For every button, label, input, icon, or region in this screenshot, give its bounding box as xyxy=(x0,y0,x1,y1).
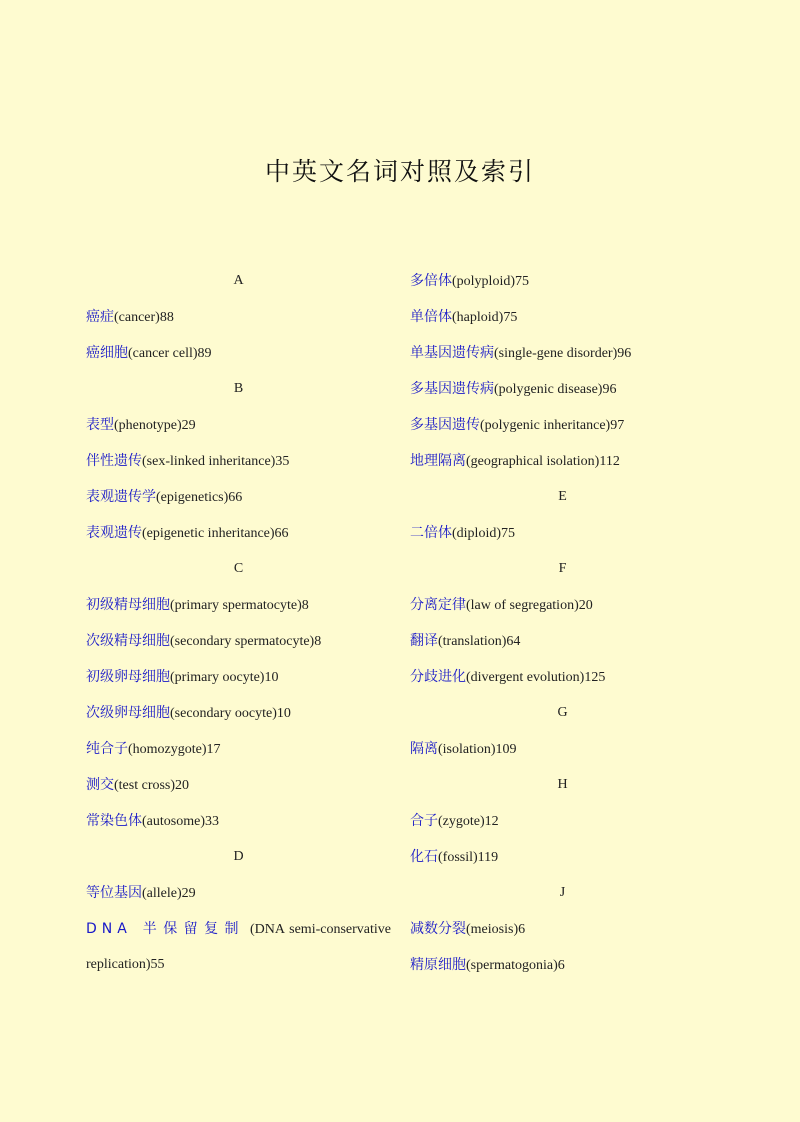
index-entry-chinese: 次级卵母细胞 xyxy=(86,705,170,721)
index-entry xyxy=(410,839,715,875)
index-entry xyxy=(410,659,715,695)
index-entry xyxy=(410,947,715,983)
index-entry xyxy=(86,515,391,551)
index-entry-chinese: 纯合子 xyxy=(86,741,128,757)
index-entry-english: (translation)64 xyxy=(438,634,521,649)
index-entry-chinese: 表观遗传 xyxy=(86,525,142,541)
index-entry xyxy=(86,767,391,803)
index-entry-english: (spermatogonia)6 xyxy=(466,958,565,973)
index-entry-english: (geographical isolation)112 xyxy=(466,454,620,469)
index-entry-english: (epigenetics)66 xyxy=(156,490,243,505)
index-entry-chinese: 表型 xyxy=(86,417,114,433)
index-entry-chinese: 初级精母细胞 xyxy=(86,597,170,613)
index-entry xyxy=(86,479,391,515)
index-entry-chinese: 初级卵母细胞 xyxy=(86,669,170,685)
index-entry xyxy=(410,263,715,299)
index-entry-chinese: 分离定律 xyxy=(410,597,466,613)
index-entry-english: (polygenic disease)96 xyxy=(494,382,617,397)
index-entry-chinese: 地理隔离 xyxy=(410,453,466,469)
index-entry-chinese: 精原细胞 xyxy=(410,957,466,973)
index-entry-english: (epigenetic inheritance)66 xyxy=(142,526,289,541)
index-entry xyxy=(86,875,391,911)
index-entry-chinese: 减数分裂 xyxy=(410,921,466,937)
index-entry xyxy=(410,407,715,443)
index-entry xyxy=(410,803,715,839)
index-entry-english: (diploid)75 xyxy=(452,526,515,541)
index-entry-chinese: 多基因遗传病 xyxy=(410,381,494,397)
index-entry-english: (single-gene disorder)96 xyxy=(494,346,632,361)
index-entry-chinese: 翻译 xyxy=(410,633,438,649)
index-entry-chinese: 合子 xyxy=(410,813,438,829)
index-entry-english: (zygote)12 xyxy=(438,814,499,829)
index-entry xyxy=(86,443,391,479)
index-entry-english: (cancer)88 xyxy=(114,310,174,325)
index-entry xyxy=(410,335,715,371)
index-letter-heading: J xyxy=(559,885,566,900)
index-entry-chinese: 表观遗传学 xyxy=(86,489,156,505)
index-entry xyxy=(410,911,715,947)
index-entry-english: (DNA semi-conservative xyxy=(245,922,391,937)
index-entry-english: (haploid)75 xyxy=(452,310,518,325)
index-entry xyxy=(86,695,391,731)
index-entry-english: (secondary spermatocyte)8 xyxy=(170,634,322,649)
index-entry-chinese: 多倍体 xyxy=(410,273,452,289)
index-letter-heading: C xyxy=(233,561,244,576)
index-entry-chinese: 化石 xyxy=(410,849,438,865)
index-entry-chinese: 次级精母细胞 xyxy=(86,633,170,649)
index-letter-heading: H xyxy=(557,777,568,792)
index-entry-chinese: 多基因遗传 xyxy=(410,417,480,433)
index-entry-english: (meiosis)6 xyxy=(466,922,526,937)
index-entry-english: (polygenic inheritance)97 xyxy=(480,418,625,433)
page-title: 中英文名词对照及索引 xyxy=(264,157,535,186)
index-entry-english: (sex-linked inheritance)35 xyxy=(142,454,290,469)
index-entry-english: (test cross)20 xyxy=(114,778,190,793)
index-entry-chinese: 伴性遗传 xyxy=(86,453,142,469)
index-entry xyxy=(410,299,715,335)
index-entry-chinese: 常染色体 xyxy=(86,813,142,829)
index-entry-chinese: 癌症 xyxy=(86,309,114,325)
index-entry-chinese: 等位基因 xyxy=(86,885,142,901)
index-entry-chinese: 单基因遗传病 xyxy=(410,345,494,361)
index-entry-english: (primary oocyte)10 xyxy=(170,670,279,685)
index-entry xyxy=(86,659,391,695)
index-entry-english: (allele)29 xyxy=(142,886,196,901)
index-entry-english: (fossil)119 xyxy=(438,850,499,865)
index-entry-english: (cancer cell)89 xyxy=(128,346,212,361)
index-entry-chinese: 二倍体 xyxy=(410,525,452,541)
index-entry-english: (phenotype)29 xyxy=(114,418,196,433)
index-entry xyxy=(410,731,715,767)
index-entry-english: (polyploid)75 xyxy=(452,274,529,289)
index-entry-continuation xyxy=(86,947,391,983)
index-entry xyxy=(86,335,391,371)
index-entry-english: (law of segregation)20 xyxy=(466,598,593,613)
index-entry xyxy=(86,587,391,623)
index-entry-chinese: 测交 xyxy=(86,777,114,793)
index-entry xyxy=(410,515,715,551)
index-entry xyxy=(410,371,715,407)
index-entry-english: (secondary oocyte)10 xyxy=(170,706,291,721)
index-entry-chinese: 分歧进化 xyxy=(410,669,466,685)
index-entry-chinese: 癌细胞 xyxy=(86,345,128,361)
index-letter-heading: F xyxy=(558,561,567,576)
index-entry-english: (primary spermatocyte)8 xyxy=(170,598,309,613)
index-letter-heading: B xyxy=(233,381,244,396)
index-entry xyxy=(86,623,391,659)
index-column-right xyxy=(410,263,715,983)
index-entry-english: (divergent evolution)125 xyxy=(466,670,606,685)
index-letter-heading: D xyxy=(233,849,244,864)
index-column-left xyxy=(86,263,391,983)
index-entry xyxy=(86,299,391,335)
index-entry-chinese: 单倍体 xyxy=(410,309,452,325)
index-entry xyxy=(410,623,715,659)
index-entry-chinese: DNA 半保留复制 xyxy=(86,921,246,937)
index-entry xyxy=(86,803,391,839)
index-entry xyxy=(410,587,715,623)
index-entry xyxy=(86,407,391,443)
index-entry xyxy=(86,731,391,767)
index-entry-english: replication)55 xyxy=(86,957,165,972)
index-entry-english: (isolation)109 xyxy=(438,742,517,757)
index-entry-english: (homozygote)17 xyxy=(128,742,221,757)
index-letter-heading: G xyxy=(557,705,568,720)
index-entry xyxy=(86,911,391,947)
index-entry-english: (autosome)33 xyxy=(142,814,219,829)
index-letter-heading: A xyxy=(233,273,244,288)
index-letter-heading: E xyxy=(558,489,567,504)
index-entry xyxy=(410,443,715,479)
index-entry-chinese: 隔离 xyxy=(410,741,438,757)
